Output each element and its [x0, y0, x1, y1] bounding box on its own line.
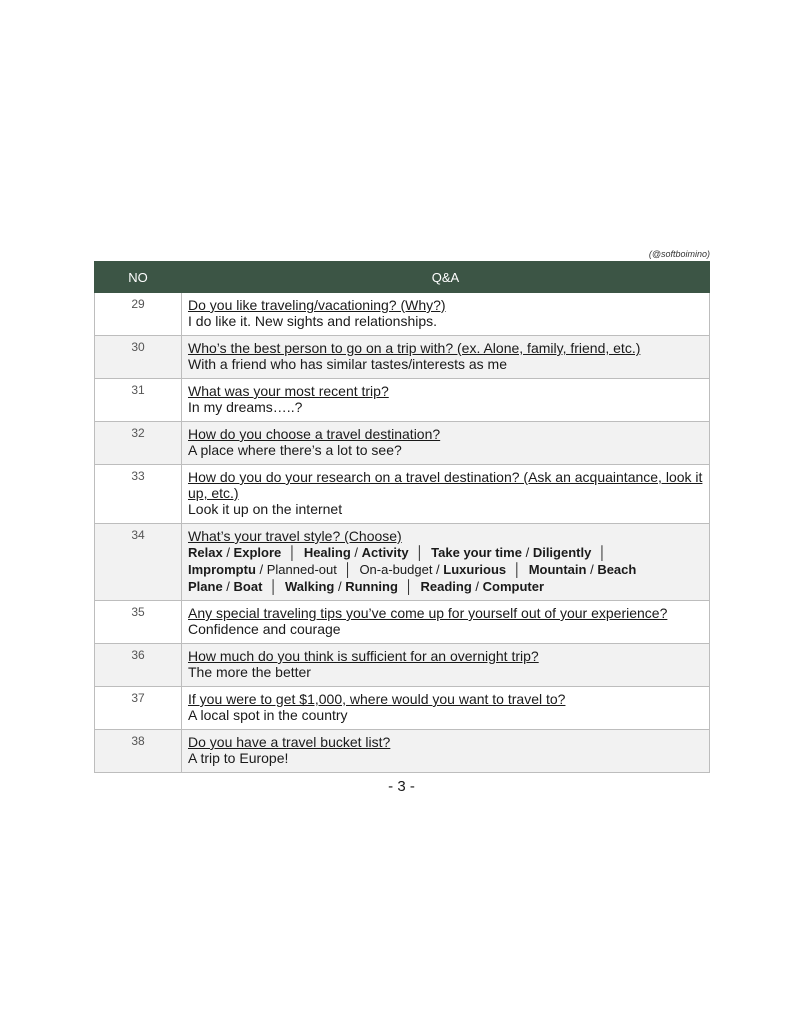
qa-cell [182, 336, 710, 379]
table-row [95, 644, 710, 687]
style-line-3 [188, 578, 703, 595]
answer: I do like it. New sights and relationships. [188, 313, 438, 329]
table-row [95, 293, 710, 336]
question: How much do you think is sufficient for an overnight trip? [188, 648, 539, 664]
qa-cell [182, 644, 710, 687]
table-row [95, 687, 710, 730]
separator: / [350, 545, 362, 560]
question: Any special traveling tips you’ve come up for yourself out of your experience? [188, 605, 668, 621]
separator: │ [397, 579, 421, 594]
question: What was your most recent trip? [188, 383, 389, 399]
travel-style-options [188, 544, 703, 595]
qa-cell [182, 379, 710, 422]
qa-cell [182, 524, 710, 601]
style-healing: Healing [303, 545, 351, 560]
separator: / [471, 579, 483, 594]
style-plane: Plane [188, 579, 223, 594]
row-number: 36 [95, 644, 182, 687]
style-explore: Explore [233, 545, 282, 560]
question: Who’s the best person to go on a trip with? (ex. Alone, family, friend, etc.) [188, 340, 641, 356]
style-line-2 [188, 561, 703, 578]
table-header-row [95, 262, 710, 293]
question: What’s your travel style? (Choose) [188, 528, 402, 544]
row-number: 37 [95, 687, 182, 730]
style-take-your-time: Take your time [431, 545, 522, 560]
table-row [95, 336, 710, 379]
answer: A local spot in the country [188, 707, 348, 723]
separator: │ [262, 579, 285, 594]
table-row [95, 524, 710, 601]
separator: / [432, 562, 444, 577]
question: Do you like traveling/vacationing? (Why?) [188, 297, 446, 313]
answer: In my dreams…..? [188, 399, 303, 415]
style-impromptu: Impromptu [188, 562, 256, 577]
style-luxurious: Luxurious [443, 562, 507, 577]
separator: │ [591, 545, 614, 560]
separator: / [586, 562, 598, 577]
row-number: 34 [95, 524, 182, 601]
style-planned-out: Planned-out [266, 562, 337, 577]
answer: A place where there’s a lot to see? [188, 442, 402, 458]
table-row [95, 379, 710, 422]
separator: / [334, 579, 346, 594]
page-number: - 3 - [388, 778, 415, 795]
qa-cell [182, 422, 710, 465]
answer: A trip to Europe! [188, 750, 289, 766]
row-number: 32 [95, 422, 182, 465]
row-number: 29 [95, 293, 182, 336]
row-number: 31 [95, 379, 182, 422]
qa-cell [182, 465, 710, 524]
qa-cell [182, 730, 710, 773]
style-reading: Reading [420, 579, 472, 594]
style-computer: Computer [482, 579, 545, 594]
style-diligently: Diligently [532, 545, 592, 560]
question: How do you choose a travel destination? [188, 426, 441, 442]
qa-cell [182, 293, 710, 336]
answer: Look it up on the internet [188, 501, 343, 517]
separator: │ [336, 562, 360, 577]
row-number: 33 [95, 465, 182, 524]
question: If you were to get $1,000, where would you want to travel to? [188, 691, 566, 707]
question: Do you have a travel bucket list? [188, 734, 391, 750]
separator: │ [281, 545, 304, 560]
separator: / [222, 579, 234, 594]
separator: / [521, 545, 533, 560]
qa-table [94, 261, 710, 773]
separator: / [222, 545, 234, 560]
style-walking: Walking [285, 579, 335, 594]
style-activity: Activity [361, 545, 409, 560]
header-qa: Q&A [182, 262, 710, 293]
style-beach: Beach [597, 562, 637, 577]
answer: The more the better [188, 664, 311, 680]
style-line-1 [188, 544, 703, 561]
style-mountain: Mountain [528, 562, 587, 577]
credit-handle: (@softboimino) [648, 249, 710, 259]
question: How do you do your research on a travel destination? (Ask an acquaintance, look it up, etc.) [188, 469, 703, 501]
header-no: NO [95, 262, 182, 293]
separator: │ [506, 562, 529, 577]
qa-cell [182, 687, 710, 730]
style-boat: Boat [233, 579, 263, 594]
separator: │ [408, 545, 432, 560]
table-row [95, 422, 710, 465]
style-relax: Relax [188, 545, 223, 560]
style-running: Running [345, 579, 398, 594]
answer: Confidence and courage [188, 621, 341, 637]
table-row [95, 730, 710, 773]
row-number: 30 [95, 336, 182, 379]
table-row [95, 465, 710, 524]
separator: / [255, 562, 267, 577]
answer: With a friend who has similar tastes/interests as me [188, 356, 508, 372]
row-number: 38 [95, 730, 182, 773]
qa-cell [182, 601, 710, 644]
table-row [95, 601, 710, 644]
row-number: 35 [95, 601, 182, 644]
style-on-a-budget: On-a-budget [359, 562, 433, 577]
